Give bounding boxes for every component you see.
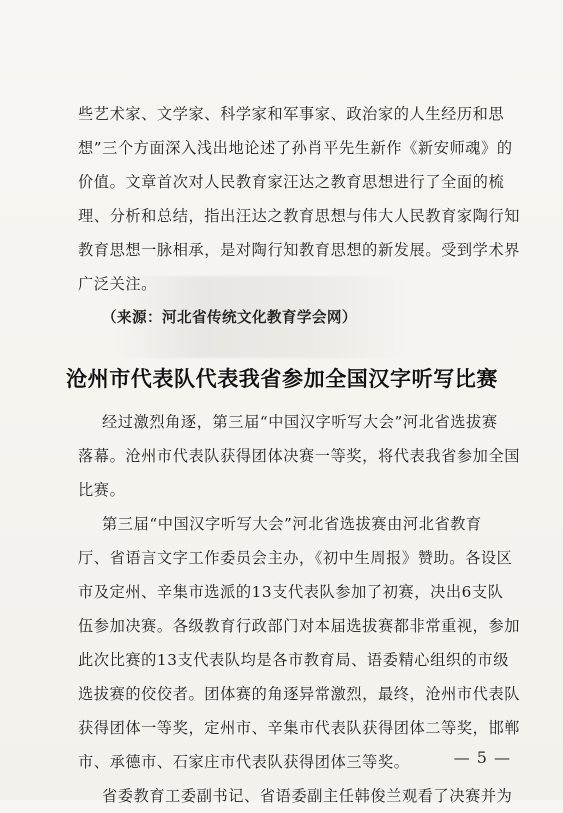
intro-line-1: 些艺术家、文学家、科学家和军事家、政治家的人生经历和思 xyxy=(78,105,505,123)
article-paragraph-1 xyxy=(78,405,521,507)
article-paragraph-3 xyxy=(78,779,513,813)
paragraph-1-line-1: 经过激烈角逐，第三届“中国汉字听写大会”河北省选拔赛 xyxy=(102,413,498,431)
paragraph-2-line-1: 第三届“中国汉字听写大会”河北省选拔赛由河北省教育 xyxy=(102,515,482,533)
paragraph-1-line-2: 落幕。沧州市代表队获得团体决赛一等奖，将代表我省参加全国 xyxy=(78,447,521,465)
paragraph-2-line-8: 市、承德市、石家庄市代表队获得团体三等奖。 xyxy=(78,753,410,771)
paragraph-3-line-1: 省委教育工委副书记、省语委副主任韩俊兰观看了决赛并为 xyxy=(102,787,513,805)
intro-line-2: 想”三个方面深入浅出地论述了孙肖平先生新作《新安师魂》的 xyxy=(78,139,513,157)
paragraph-1-line-3: 比赛。 xyxy=(78,481,126,499)
page-content xyxy=(66,97,521,813)
paragraph-2-line-3: 市及定州、辛集市选派的13支代表队参加了初赛，决出6支队 xyxy=(78,583,504,601)
page-number: — 5 — xyxy=(453,748,511,767)
paragraph-2-line-2: 厅、省语言文字工作委员会主办，《初中生周报》赞助。各设区 xyxy=(78,549,513,567)
intro-line-6: 广泛关注。 xyxy=(78,275,157,293)
paragraph-2-line-4: 伍参加决赛。各级教育行政部门对本届选拔赛都非常重视，参加 xyxy=(78,617,521,635)
article-title: 沧州市代表队代表我省参加全国汉字听写比赛 xyxy=(66,366,498,391)
intro-line-5: 教育思想一脉相承，是对陶行知教育思想的新发展。受到学术界 xyxy=(78,241,521,259)
article-paragraph-2 xyxy=(78,507,521,779)
paragraph-2-line-6: 选拔赛的佼佼者。团体赛的角逐异常激烈，最终，沧州市代表队 xyxy=(78,685,521,703)
intro-line-4: 理、分析和总结，指出汪达之教育思想与伟大人民教育家陶行知 xyxy=(78,207,521,225)
source-line: （来源：河北省传统文化教育学会网） xyxy=(102,309,357,326)
paragraph-2-line-5: 此次比赛的13支代表队均是各市教育局、语委精心组织的市级 xyxy=(78,651,510,669)
paragraph-2-line-7: 获得团体一等奖，定州市、辛集市代表队获得团体二等奖，邯郸 xyxy=(78,719,521,737)
intro-line-3: 价值。文章首次对人民教育家汪达之教育思想进行了全面的梳 xyxy=(78,173,505,191)
